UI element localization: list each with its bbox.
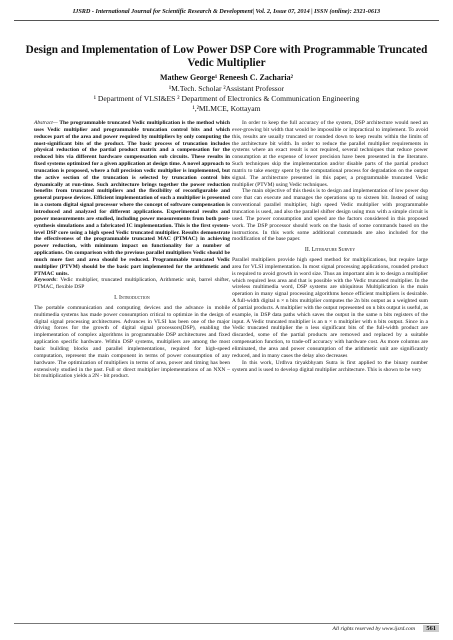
abstract-label: Abstract— (34, 120, 58, 126)
body-paragraph: In order to keep the full accuracy of the system, DSP architecture would need an ever-growing bit width that would be impossible or impractical to implement. To avoid this, results are usually truncated or rounded down to keep results within the limits of the architecture bit width. In order to reduce the parallel multiplier requirements in systems where an exact result is not required, several techniques that reduce power consumption at the expense of lower precision have been presented in the literature. Such techniques skip the implementation and/or disable parts of the partial product matrix to take energy spent by the computational process for degradation on the output signal. The architecture presented in this paper, a programmable truncated Vedic multiplier (PTVM) using Vedic techniques. (232, 120, 428, 188)
affiliation-institution: ¹,²MLMCE, Kottayam (192, 104, 261, 113)
abstract (34, 120, 230, 277)
body-paragraph: Parallel multipliers provide high speed method for multiplications, but require large area for VLSI implementation. In most signal processing applications, rounded product is required to avoid growth in word size. Thus an important aim is to design a multiplier which required less area and that is possible with the Vedic truncated multiplier. In the wireless multimedia word, DSP systems are ubiquitous Multiplication is the main operation in many signal processing algorithms hence efficient multipliers is desirable. A full-width digital n × n bits multiplier computes the 2n bits output as a weighted sum of partial products. A multiplier with the output represented on n bits output is useful, as example, in DSP data paths which saves the output in the same n bits registers of the input. A Vedic truncated multiplier is an n × n multiplier with n bits output. Since in a Vedic truncated multiplier the n less significant bits of the full-width product are discarded, some of the partial products are removed and replaced by a suitable compensation function, to trade-off accuracy with hardware cost. As more columns are eliminated, the area and power consumption of the arithmetic unit are significantly reduced, and in many cases the delay also decreases (232, 257, 428, 359)
page-footer (14, 623, 439, 636)
authors: Mathew George¹ Reneesh C. Zacharia² (160, 73, 293, 82)
paper-title: Design and Implementation of Low Power DSP Core with Programmable Truncated Vedic Multiplier (25, 44, 428, 69)
section-title: Introduction (119, 295, 150, 302)
body-paragraph: In this work, Urdhva tiryakbhyam Sutra is first applied to the binary number system and is used to develop digital multiplier architecture. This is shown to be very (232, 359, 428, 373)
affiliation-departments: ¹ Department of VLSI&ES ² Department of Electronics & Communication Engineering (93, 94, 360, 103)
section-title: Literature Survey (311, 247, 356, 254)
intro-paragraph: The portable communication and computing devices and the advance in mobile multimedia systems has made power consumption critical to optimize in the design of digital signal processing architectures. Advances in VLSI has been one of the major driving forces for the growth of digital signal processors(DSP), enabling the implementation of complex algorithms in programmable DSP architectures and fixed application specific hardware. Within DSP systems, multipliers are among the most basic building blocks and parallel implementations, required for high-speed computation, represent the main component in terms of power consumption of any hardware. The optimization of multipliers in terms of area, power and timing has been extensively studied in the past. Full or direct multiplier implementations of an NXN –bit multiplication yields a 2N - bit product. (34, 304, 230, 380)
body-paragraph: The main objective of this thesis is to design and implementation of low power dsp core that can execute and manages the operations up to sixteen bit. Instead of using conventional parallel multiplier, high speed Vedic multiplier with programmable truncation is used, and also the parallel shifter design using mux with a simple circuit is used. The power consumption and speed are the factors considered in this proposed work. The DSP processor should work on the basis of some commands based on the instructions. In this work some additional commands are also included for the modification of the base paper. (232, 188, 428, 243)
left-column (34, 120, 230, 380)
footer-credit (333, 626, 415, 632)
keywords (34, 277, 230, 291)
footer-site-link[interactable]: www.ijsrd.com (382, 626, 415, 632)
right-column (232, 120, 428, 373)
section-heading-introduction (34, 295, 230, 302)
section-number: II. (304, 247, 311, 254)
affiliation-roles: ¹M.Tech. Scholar ²Assistant Professor (168, 84, 285, 93)
section-heading-literature-survey (232, 247, 428, 254)
footer-rights: All rights reserved by (332, 626, 381, 632)
journal-header: IJSRD - International Journal for Scientific Research & Development| Vol. 2, Issue 07, 2014 | ISSN (online): 2321-0613 (14, 6, 439, 21)
section-number: I. (114, 295, 118, 302)
keywords-label: Keywords (34, 277, 57, 284)
page-number: 561 (423, 625, 439, 632)
keywords-text: : Vedic multiplier, truncated multiplication, Arithmetic unit, barrel shifter, PTMAC, flexible DSP (34, 277, 230, 291)
abstract-text: The programmable truncated Vedic multiplication is the method which uses Vedic multiplier and programmable truncation control bits and which reduces part of the area and power required by multipliers by only computing the most-significant bits of the product. The basic process of truncation includes physical reduction of the partial product matrix and a compensation for the reduced bits via different hardware compensation sub circuits. These results in fixed systems optimized for a given application at design time. A novel approach to truncation is proposed, where a full precision vedic multiplier is implemented, but the active section of the truncation is selected by truncation control bits dynamically at run-time. Such architecture brings together the power reduction benefits from truncated multipliers and the flexibility of reconfigurable and general purpose devices. Efficient implementation of such a multiplier is presented in a custom digital signal processor where the concept of software compensation is introduced and analyzed for different applications. Experimental results and power measurements are studied, including power measurements from both post-synthesis simulations and a fabricated IC implementation. This is the first system-level DSP core using a high speed Vedic truncated multiplier. Results demonstrate the effectiveness of the programmable truncated MAC (PTMAC) in achieving power reduction, with minimum impact on functionality for a number of applications. On comparison with the previous parallel multipliers Vedic should be much more fast and area should be reduced. Programmable truncated Vedic multiplier (PTVM) should be the basic part implemented for the arithmetic and PTMAC units. (34, 120, 230, 277)
